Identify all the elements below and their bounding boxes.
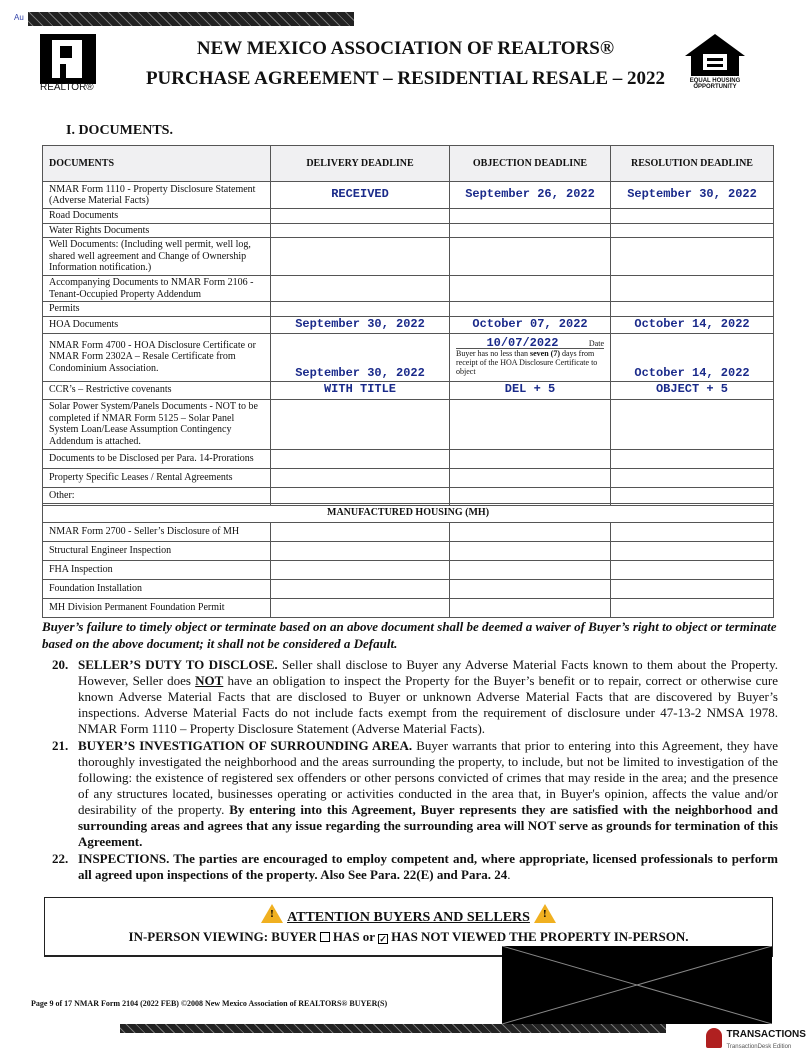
mh-field[interactable] bbox=[611, 599, 774, 618]
para-heading: SELLER’S DUTY TO DISCLOSE. bbox=[78, 657, 278, 672]
mh-field[interactable] bbox=[611, 561, 774, 580]
objection-deadline[interactable] bbox=[450, 468, 611, 487]
col-header-resolution: RESOLUTION DEADLINE bbox=[611, 146, 774, 182]
objection-deadline[interactable] bbox=[450, 449, 611, 468]
table-row bbox=[43, 523, 774, 542]
table-row bbox=[43, 580, 774, 599]
mh-field[interactable] bbox=[611, 523, 774, 542]
document-name: Solar Power System/Panels Documents - NOT to be completed if NMAR Form 5125 – Solar Panel System Loan/Lease Assumption Contingency Addendum is attached. bbox=[43, 399, 271, 449]
realtor-logo-text: REALTOR® bbox=[40, 82, 94, 93]
warning-icon bbox=[534, 904, 556, 923]
resolution-deadline[interactable] bbox=[611, 302, 774, 317]
documents-table bbox=[42, 145, 774, 506]
org-title: NEW MEXICO ASSOCIATION OF REALTORS® bbox=[196, 38, 615, 59]
redacted-signature bbox=[502, 946, 772, 1024]
paragraph-22 bbox=[52, 851, 778, 883]
document-name: NMAR Form 4700 - HOA Disclosure Certificate or NMAR Form 2302A – Resale Certificate from Condominium Association. bbox=[43, 333, 271, 381]
mh-item: Foundation Installation bbox=[43, 580, 271, 599]
table-row bbox=[43, 302, 774, 317]
footer-text: Page 9 of 17 NMAR Form 2104 (2022 FEB) ©2008 New Mexico Association of REALTORS® BUYER(S) bbox=[31, 999, 388, 1008]
delivery-deadline[interactable] bbox=[271, 449, 450, 468]
table-row bbox=[43, 561, 774, 580]
table-row bbox=[43, 399, 774, 449]
mh-table bbox=[42, 503, 774, 618]
hoa-objection-date[interactable]: 10/07/2022 bbox=[486, 335, 559, 350]
table-row bbox=[43, 333, 774, 381]
mh-field[interactable] bbox=[271, 561, 450, 580]
mh-item: Structural Engineer Inspection bbox=[43, 542, 271, 561]
objection-deadline[interactable] bbox=[450, 399, 611, 449]
table-row bbox=[43, 542, 774, 561]
delivery-deadline[interactable] bbox=[271, 209, 450, 224]
warning-icon bbox=[261, 904, 283, 923]
paragraph-21 bbox=[52, 738, 778, 850]
has-label: HAS or bbox=[332, 929, 376, 944]
table-row bbox=[43, 223, 774, 238]
document-name: Other: bbox=[43, 487, 271, 505]
resolution-deadline[interactable] bbox=[611, 223, 774, 238]
delivery-deadline[interactable]: WITH TITLE bbox=[271, 381, 450, 399]
para-text: have an obligation to inspect the Property for the Buyer’s benefit or to repair, correct or otherwise cure known Adverse Material Facts that are disclosed to Buyer or unknown Adverse Material Facts that are discovered by Buyer’s inspections. Adverse Material Facts do not include facts exempt from the requirement of disclosure under 47-13-2 NMSA 1978. NMAR Form 1110 – Property Disclosure Statement (Adverse Material Facts). bbox=[78, 673, 779, 736]
delivery-deadline[interactable]: RECEIVED bbox=[271, 182, 450, 209]
para-heading: INSPECTIONS. The parties are encouraged to employ competent and, where appropriate, licensed professionals to perform all agreed upon inspections of the property. Also See Para. 22(E) and Para. 24 bbox=[78, 851, 778, 882]
para-heading: BUYER’S INVESTIGATION OF SURROUNDING AREA. bbox=[78, 738, 413, 753]
has-viewed-checkbox[interactable] bbox=[320, 932, 330, 942]
objection-deadline[interactable] bbox=[450, 238, 611, 276]
mh-field[interactable] bbox=[271, 542, 450, 561]
resolution-deadline[interactable]: October 14, 2022 bbox=[611, 316, 774, 333]
col-header-documents: DOCUMENTS bbox=[43, 146, 271, 182]
hoa-objection-cell[interactable] bbox=[450, 333, 611, 381]
mh-field[interactable] bbox=[450, 561, 611, 580]
mh-field[interactable] bbox=[450, 599, 611, 618]
resolution-deadline[interactable] bbox=[611, 209, 774, 224]
delivery-deadline[interactable]: September 30, 2022 bbox=[271, 316, 450, 333]
brand-name: TRANSACTIONS bbox=[726, 1029, 806, 1040]
document-name: Property Specific Leases / Rental Agreements bbox=[43, 468, 271, 487]
delivery-deadline[interactable] bbox=[271, 276, 450, 302]
hoa-objection-note: Buyer has no less than seven (7) days from receipt of the HOA Disclosure Certificate to object bbox=[456, 348, 598, 376]
resolution-deadline[interactable] bbox=[611, 238, 774, 276]
form-title: PURCHASE AGREEMENT – RESIDENTIAL RESALE – 2022 bbox=[145, 68, 666, 89]
delivery-deadline[interactable]: September 30, 2022 bbox=[271, 333, 450, 381]
objection-deadline[interactable] bbox=[450, 209, 611, 224]
document-name: HOA Documents bbox=[43, 316, 271, 333]
resolution-deadline[interactable]: September 30, 2022 bbox=[611, 182, 774, 209]
table-row bbox=[43, 381, 774, 399]
delivery-deadline[interactable] bbox=[271, 399, 450, 449]
objection-deadline[interactable] bbox=[450, 302, 611, 317]
has-not-label: HAS NOT VIEWED THE PROPERTY IN-PERSON. bbox=[391, 929, 689, 944]
para-number: 22. bbox=[52, 851, 69, 866]
equal-housing-icon bbox=[683, 32, 747, 76]
para-emphasis: NOT bbox=[195, 673, 224, 688]
document-name: Accompanying Documents to NMAR Form 2106 - Tenant-Occupied Property Addendum bbox=[43, 276, 271, 302]
mh-field[interactable] bbox=[271, 523, 450, 542]
mh-field[interactable] bbox=[450, 580, 611, 599]
table-row bbox=[43, 449, 774, 468]
mh-field[interactable] bbox=[611, 580, 774, 599]
table-row bbox=[43, 468, 774, 487]
transactions-icon bbox=[706, 1028, 722, 1048]
document-name: Water Rights Documents bbox=[43, 223, 271, 238]
paragraph-20 bbox=[52, 657, 778, 737]
mh-field[interactable] bbox=[271, 580, 450, 599]
mh-title: MANUFACTURED HOUSING (MH) bbox=[43, 504, 774, 523]
objection-deadline[interactable] bbox=[450, 276, 611, 302]
document-name: Permits bbox=[43, 302, 271, 317]
resolution-deadline[interactable]: October 14, 2022 bbox=[611, 333, 774, 381]
resolution-deadline[interactable] bbox=[611, 449, 774, 468]
para-bold-text: By entering into this Agreement, Buyer represents they are satisfied with the neighborhood and surrounding areas and agrees that any issue regarding the surrounding area will NOT serve as grounds for termination of this Agreement. bbox=[78, 802, 778, 849]
date-label: Date bbox=[588, 338, 604, 348]
equal-housing-text: EQUAL HOUSING OPPORTUNITY bbox=[689, 78, 741, 90]
document-name: Documents to be Disclosed per Para. 14-Prorations bbox=[43, 449, 271, 468]
mh-field[interactable] bbox=[611, 542, 774, 561]
mh-field[interactable] bbox=[450, 523, 611, 542]
mh-field[interactable] bbox=[450, 542, 611, 561]
table-row bbox=[43, 599, 774, 618]
section-heading: I. DOCUMENTS. bbox=[66, 123, 173, 138]
transactions-logo bbox=[706, 1028, 806, 1052]
delivery-deadline[interactable] bbox=[271, 302, 450, 317]
waiver-notice: Buyer’s failure to timely object or terminate based on an above document shall be deemed a waiver of Buyer’s right to object or terminate based on the above document; it shall not be considered a Default. bbox=[42, 619, 777, 651]
mh-item: MH Division Permanent Foundation Permit bbox=[43, 599, 271, 618]
mh-item: FHA Inspection bbox=[43, 561, 271, 580]
redacted-header bbox=[28, 12, 354, 26]
para-number: 21. bbox=[52, 738, 69, 753]
mh-item: NMAR Form 2700 - Seller’s Disclosure of MH bbox=[43, 523, 271, 542]
delivery-deadline[interactable] bbox=[271, 238, 450, 276]
mh-field[interactable] bbox=[271, 599, 450, 618]
viewing-label: IN-PERSON VIEWING: BUYER bbox=[128, 929, 317, 944]
objection-deadline[interactable]: DEL + 5 bbox=[450, 381, 611, 399]
para-text: Seller shall disclose to Buyer any Adverse Material Facts known to them about the Property. However, Seller does bbox=[78, 657, 778, 688]
brand-sub: TransactionDesk Edition bbox=[726, 1044, 792, 1050]
resolution-deadline[interactable]: OBJECT + 5 bbox=[611, 381, 774, 399]
delivery-deadline[interactable] bbox=[271, 468, 450, 487]
objection-deadline[interactable]: September 26, 2022 bbox=[450, 182, 611, 209]
resolution-deadline[interactable] bbox=[611, 399, 774, 449]
para-number: 20. bbox=[52, 657, 69, 672]
has-not-viewed-checkbox[interactable]: ✓ bbox=[379, 934, 387, 944]
objection-deadline[interactable] bbox=[450, 223, 611, 238]
table-row bbox=[43, 182, 774, 209]
document-name: Road Documents bbox=[43, 209, 271, 224]
document-name: CCR’s – Restrictive covenants bbox=[43, 381, 271, 399]
table-row bbox=[43, 238, 774, 276]
objection-deadline[interactable]: October 07, 2022 bbox=[450, 316, 611, 333]
delivery-deadline[interactable] bbox=[271, 223, 450, 238]
document-name: NMAR Form 1110 - Property Disclosure Statement (Adverse Material Facts) bbox=[43, 182, 271, 209]
para-text: . bbox=[507, 867, 511, 882]
document-name: Well Documents: (Including well permit, well log, shared well agreement and Change of Ownership Information notification.) bbox=[43, 238, 271, 276]
para-text: Buyer warrants that prior to entering into this Agreement, they have thoroughly investigated the neighborhood and the areas surrounding the property, to include, but not be limited to investigation of the following: the existence of registered sex offenders or other persons convicted of crimes that may reside in the area; and the presence of any structures located, businesses operating or activities conducted in the area that, in Buyer's opinion, affects the value and/or desirability of the property. bbox=[78, 738, 778, 817]
resolution-deadline[interactable] bbox=[611, 276, 774, 302]
attention-title: ATTENTION BUYERS AND SELLERS bbox=[287, 910, 530, 925]
col-header-delivery: DELIVERY DEADLINE bbox=[271, 146, 450, 182]
table-row bbox=[43, 316, 774, 333]
table-row bbox=[43, 276, 774, 302]
table-row bbox=[43, 209, 774, 224]
col-header-objection: OBJECTION DEADLINE bbox=[450, 146, 611, 182]
top-label: Au bbox=[14, 13, 24, 22]
redacted-footer bbox=[120, 1024, 666, 1033]
resolution-deadline[interactable] bbox=[611, 468, 774, 487]
